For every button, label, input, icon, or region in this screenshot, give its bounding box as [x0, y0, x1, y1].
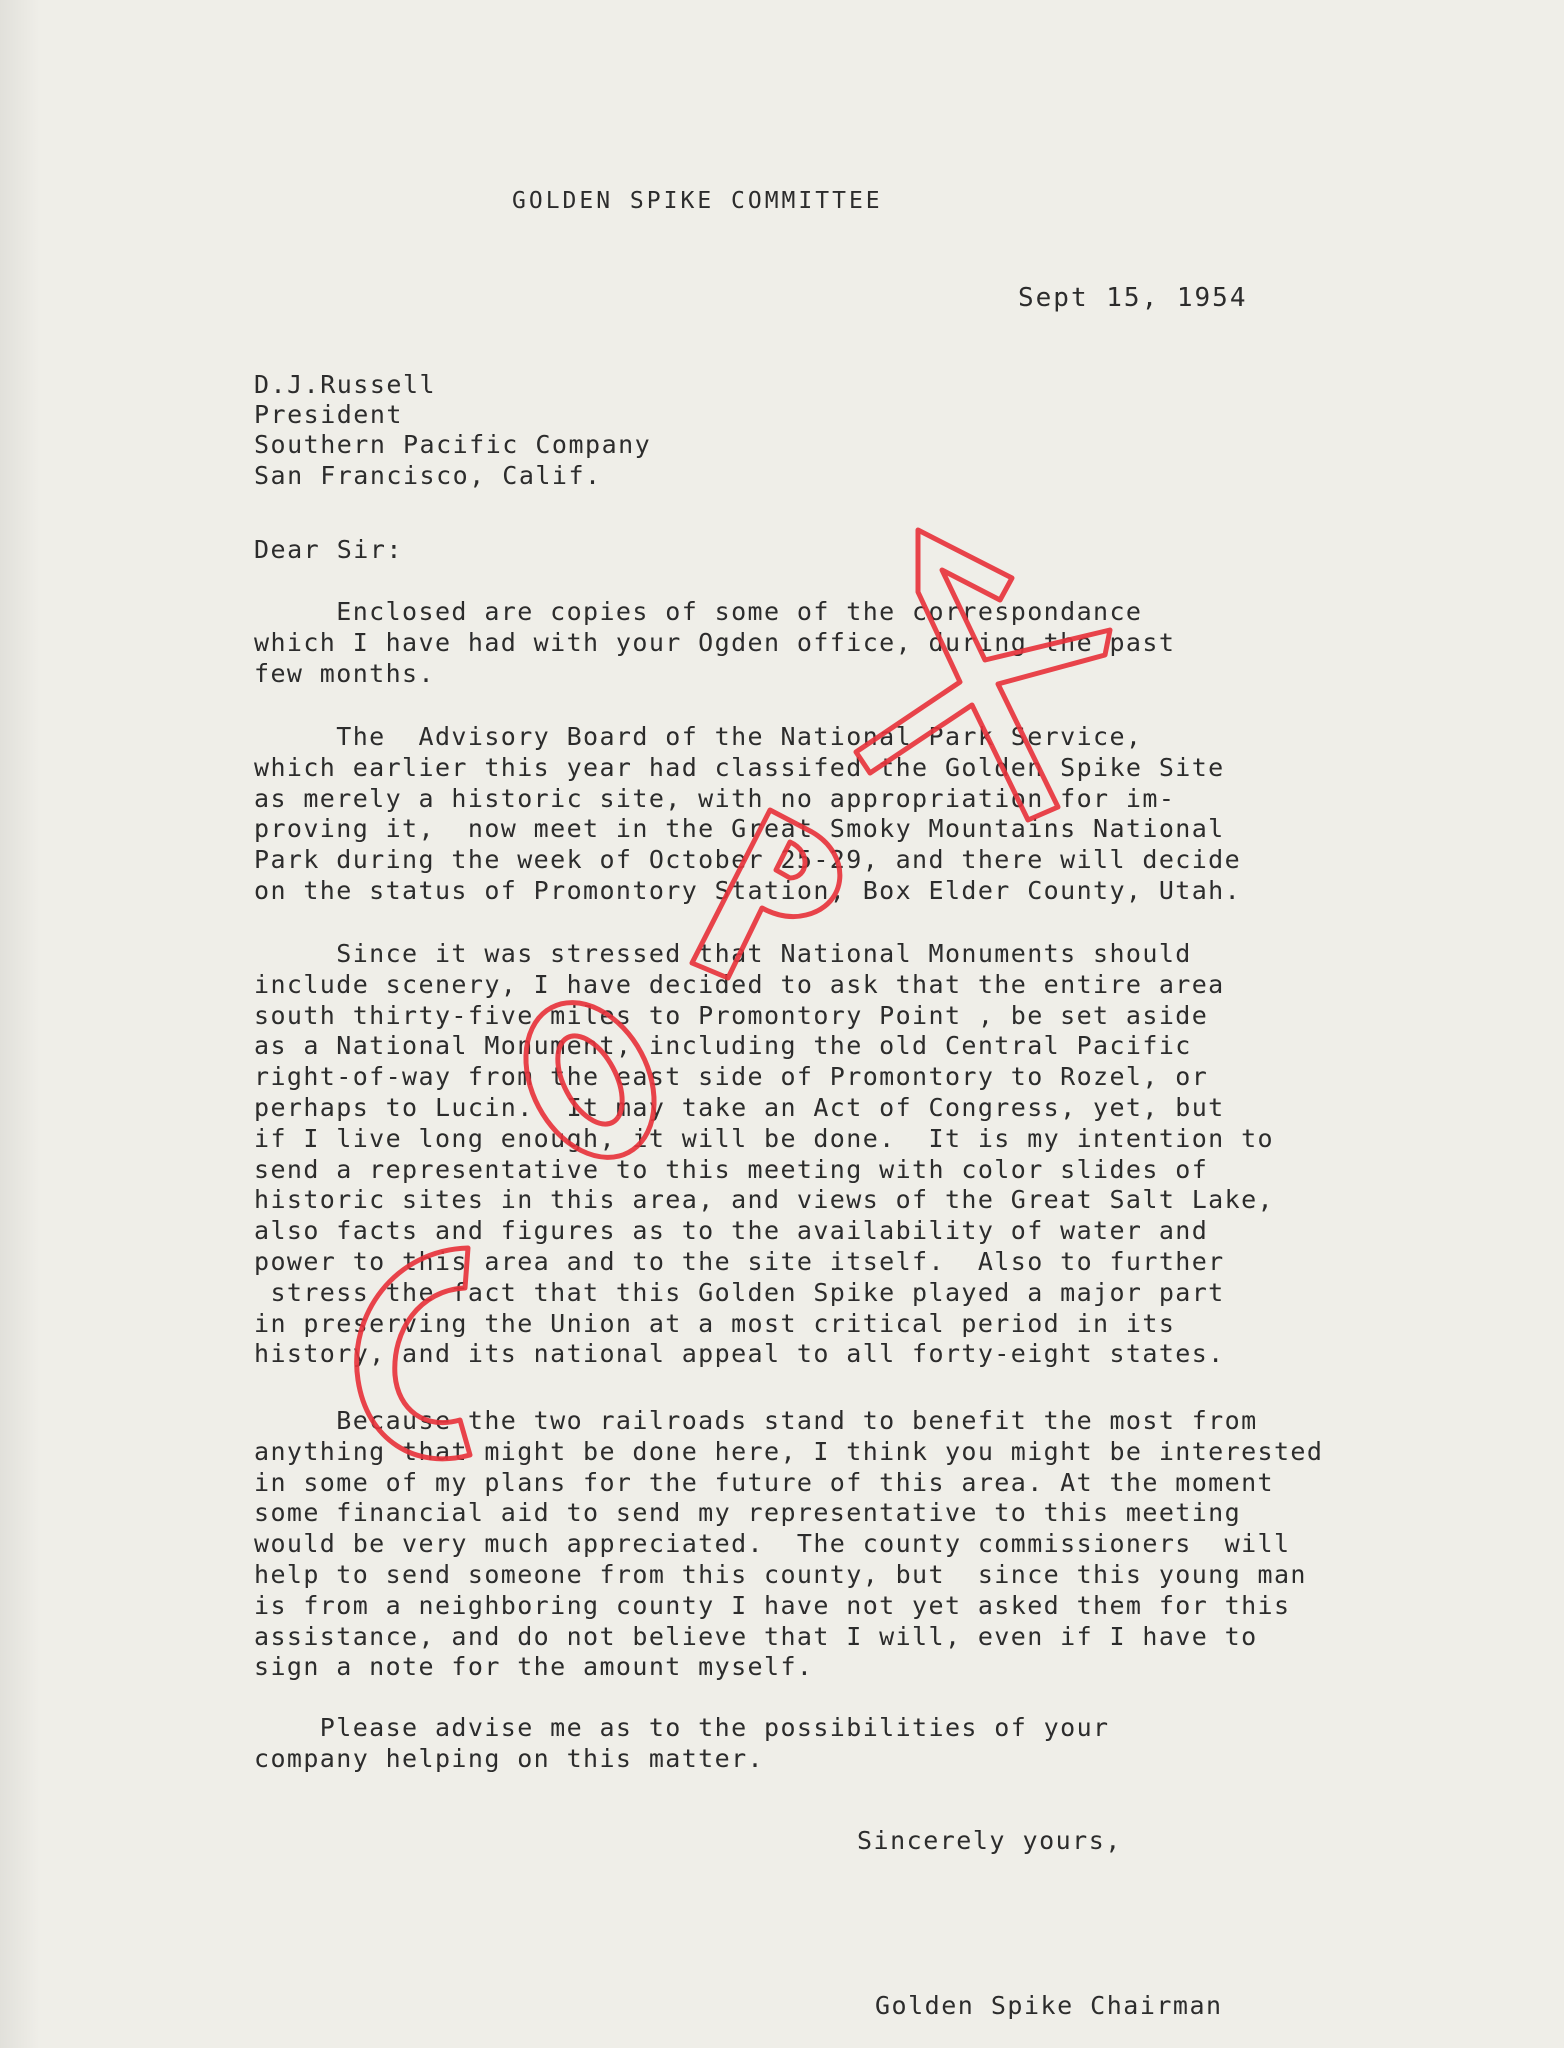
body-line: is from a neighboring county I have not yet asked them for this: [254, 1590, 1291, 1620]
recipient-city: San Francisco, Calif.: [254, 461, 602, 490]
body-line: company helping on this matter.: [254, 1743, 764, 1773]
body-line: some financial aid to send my representative to this meeting: [254, 1498, 1242, 1528]
body-line: Since it was stressed that National Monuments should: [254, 939, 1192, 968]
body-line: history, and its national appeal to all forty-eight states.: [254, 1339, 1225, 1369]
paragraph-1: [254, 597, 1175, 689]
body-line: if I live long enough, it will be done. It is my intention to: [254, 1123, 1274, 1153]
body-line: in some of my plans for the future of this area. At the moment: [254, 1467, 1274, 1497]
body-line: include scenery, I have decided to ask that the entire area: [254, 969, 1225, 999]
signature-title: Golden Spike Chairman: [875, 1991, 1223, 2020]
body-line: Park during the week of October 25-29, and there will decide: [254, 845, 1242, 875]
body-line: also facts and figures as to the availability of water and: [254, 1216, 1209, 1246]
body-line: would be very much appreciated. The county commissioners will: [254, 1529, 1291, 1559]
body-line: assistance, and do not believe that I will, even if I have to: [254, 1621, 1258, 1651]
body-line: as merely a historic site, with no appropriation for im-: [254, 783, 1176, 813]
body-line: right-of-way from the east side of Promontory to Rozel, or: [254, 1062, 1209, 1092]
paragraph-2: [254, 722, 1241, 907]
body-line: on the status of Promontory Station, Box Elder County, Utah.: [254, 875, 1242, 905]
recipient-company: Southern Pacific Company: [254, 430, 652, 459]
closing: Sincerely yours,: [857, 1826, 1122, 1855]
body-line: in preserving the Union at a most critical period in its: [254, 1308, 1176, 1338]
body-line: Because the two railroads stand to benefit the most from: [254, 1406, 1258, 1435]
body-line: help to send someone from this county, but since this young man: [254, 1559, 1307, 1589]
body-line: few months.: [254, 658, 435, 688]
salutation: Dear Sir:: [254, 535, 403, 564]
body-line: which earlier this year had classifed the Golden Spike Site: [254, 752, 1225, 782]
paragraph-4: [254, 1406, 1323, 1683]
recipient-title: President: [254, 400, 403, 429]
body-line: proving it, now meet in the Great Smoky Mountains National: [254, 814, 1225, 844]
body-line: The Advisory Board of the National Park Service,: [254, 722, 1143, 751]
body-line: south thirty-five miles to Promontory Point , be set aside: [254, 1000, 1209, 1030]
letter-date: Sept 15, 1954: [1018, 283, 1248, 313]
body-line: send a representative to this meeting with color slides of: [254, 1154, 1209, 1184]
body-line: which I have had with your Ogden office, during the past: [254, 627, 1176, 657]
paragraph-3: [254, 939, 1274, 1370]
body-line: as a National Monument, including the old Central Pacific: [254, 1031, 1192, 1061]
body-line: Enclosed are copies of some of the correspondance: [254, 597, 1143, 626]
body-line: power to this area and to the site itself. Also to further: [254, 1246, 1225, 1276]
body-line: sign a note for the amount myself.: [254, 1652, 814, 1682]
body-line: Please advise me as to the possibilities of your: [254, 1713, 1110, 1742]
body-line: perhaps to Lucin. It may take an Act of Congress, yet, but: [254, 1092, 1225, 1122]
recipient-name: D.J.Russell: [254, 370, 437, 399]
paragraph-5: [254, 1713, 1109, 1775]
letterhead: GOLDEN SPIKE COMMITTEE: [512, 188, 883, 214]
body-line: anything that might be done here, I think you might be interested: [254, 1436, 1324, 1466]
body-line: stress the fact that this Golden Spike played a major part: [254, 1277, 1225, 1307]
body-line: historic sites in this area, and views of the Great Salt Lake,: [254, 1185, 1274, 1215]
